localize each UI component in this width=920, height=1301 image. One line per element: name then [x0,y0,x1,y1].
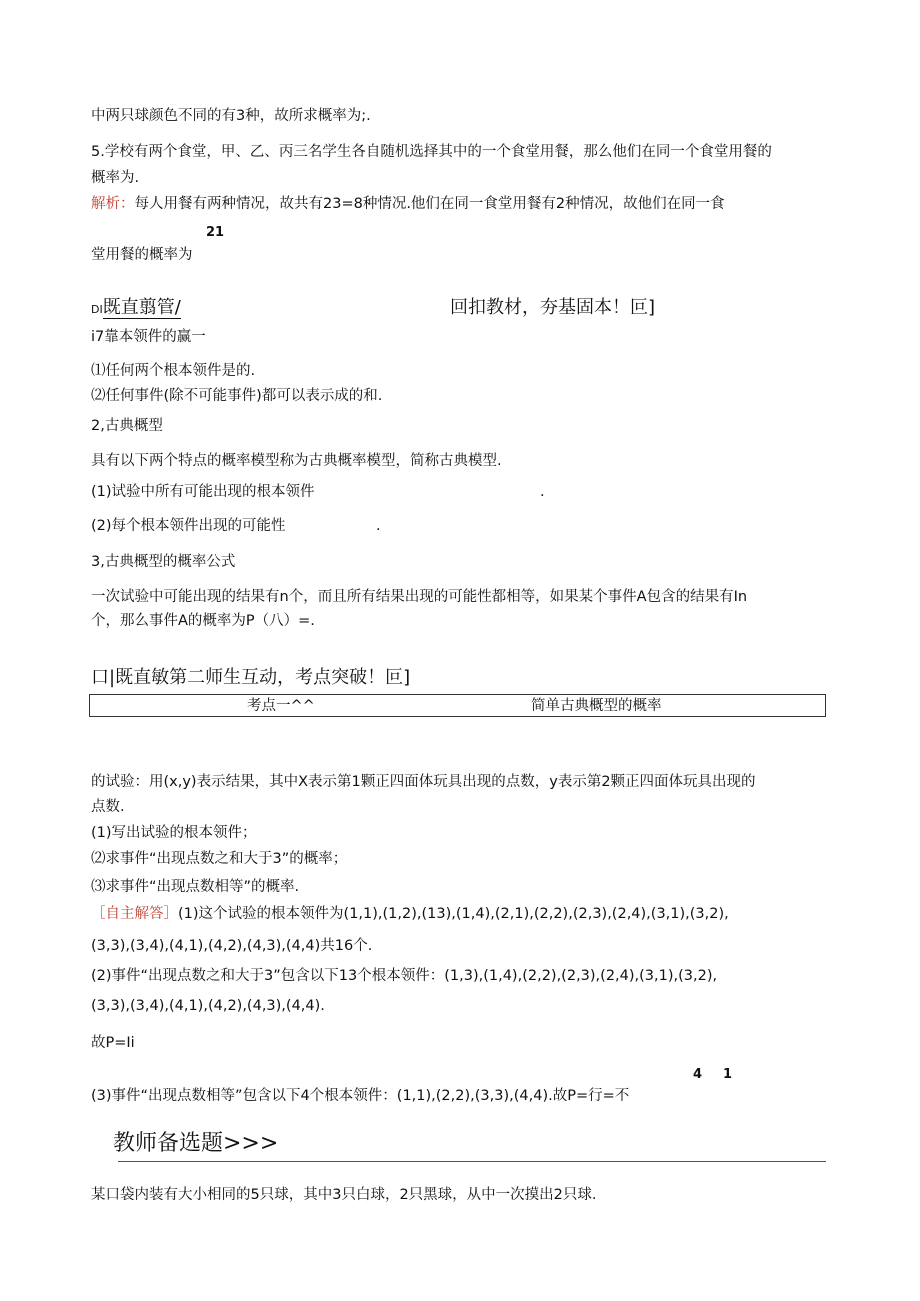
blank-end: . [376,518,381,534]
text-line: ⑵任何事件(除不可能事件)都可以表示成的和. [91,388,383,404]
answer-text: (1)这个试验的根本领件为(1,1),(1,2),(13),(1,4),(2,1),(2,2),(2,3),(2,4),(3,1),(3,2), [178,906,729,922]
fraction-number: 4 [693,1067,703,1082]
solution-text: 每人用餐有两种情况，故共有23=8种情况.他们在同一食堂用餐有2种情况，故他们在同一食 [134,196,725,212]
text-line: ⑵求事件“出现点数之和大于3”的概率； [91,851,348,867]
teacher-section-title: 教师备选题>>> [113,1131,279,1156]
problem-5-line-1: 5.学校有两个食堂，甲、乙、丙三名学生各自随机选择其中的一个食堂用餐，那么他们在同一个食堂用餐的 [91,144,772,160]
topic-box [89,694,826,717]
subheading-classical: 2,古典概型 [91,418,163,434]
solution-continuation: 堂用餐的概率为 [91,247,193,263]
topic-box-left: 考点一^^ [247,698,315,714]
text-line: 某口袋内装有大小相同的5只球，其中3只白球，2只黑球，从中一次摸出2只球. [91,1187,597,1203]
subheading-formula: 3,古典概型的概率公式 [91,554,236,570]
text-line: i7靠本领件的赢一 [91,329,206,345]
blank-end: . [540,484,545,500]
problem-5-line-2: 概率为. [91,170,140,186]
answer-line-6: (3)事件“出现点数相等”包含以下4个根本领件：(1,1),(2,2),(3,3),(4,4).故P=行=不 [91,1088,630,1104]
section-heading-title: 既直翦管/ [102,297,181,318]
answer-line-3: (2)事件“出现点数之和大于3”包含以下13个根本领件：(1,3),(1,4),(2,2),(2,3),(2,4),(3,1),(3,2), [91,968,718,984]
section-heading-2: 口|既直敏第二师生互动，考点突破！叵] [91,667,411,688]
text-line: (1)写出试验的根本领件； [91,825,257,841]
text-line: ⑴任何两个根本领件是的. [91,363,256,379]
answer-line-2: (3,3),(3,4),(4,1),(4,2),(4,3),(4,4)共16个. [91,938,373,954]
solution-line [91,194,725,214]
text-line: (1)试验中所有可能出现的根本领件 [91,484,315,500]
fraction-number: 1 [723,1067,733,1082]
text-line: ⑶求事件“出现点数相等”的概率. [91,879,300,895]
text-line: 具有以下两个特点的概率模型称为古典概率模型，简称古典模型. [91,453,502,469]
answer-line-5: 故P=Ii [91,1035,135,1051]
divider [118,1161,826,1162]
text-line: 中两只球颜色不同的有3种，故所求概率为;. [91,108,371,124]
answer-label: ［自主解答］ [91,906,178,922]
text-line: (2)每个根本领件出现的可能性 [91,518,286,534]
section-heading-prefix: DI [91,303,103,316]
section-heading-1-left [91,296,181,322]
text-line: 的试验：用(x,y)表示结果，其中X表示第1颗正四面体玩具出现的点数，y表示第2颗正四面体玩具出现的 [91,774,756,790]
answer-line-4: (3,3),(3,4),(4,1),(4,2),(4,3),(4,4). [91,998,325,1014]
answer-line-1 [91,904,729,924]
topic-box-right: 简单古典概型的概率 [531,698,662,714]
fraction-numbers: 21 [206,225,225,240]
solution-label: 解析： [91,196,135,212]
text-line: 点数. [91,799,125,815]
text-line: 一次试验中可能出现的结果有n个，而且所有结果出现的可能性都相等，如果某个事件A包含的结果有In [91,589,748,605]
text-line: 个，那么事件A的概率为P（八）=. [91,613,315,629]
section-heading-1-right: 回扣教材，夯基固本！叵] [450,297,656,318]
